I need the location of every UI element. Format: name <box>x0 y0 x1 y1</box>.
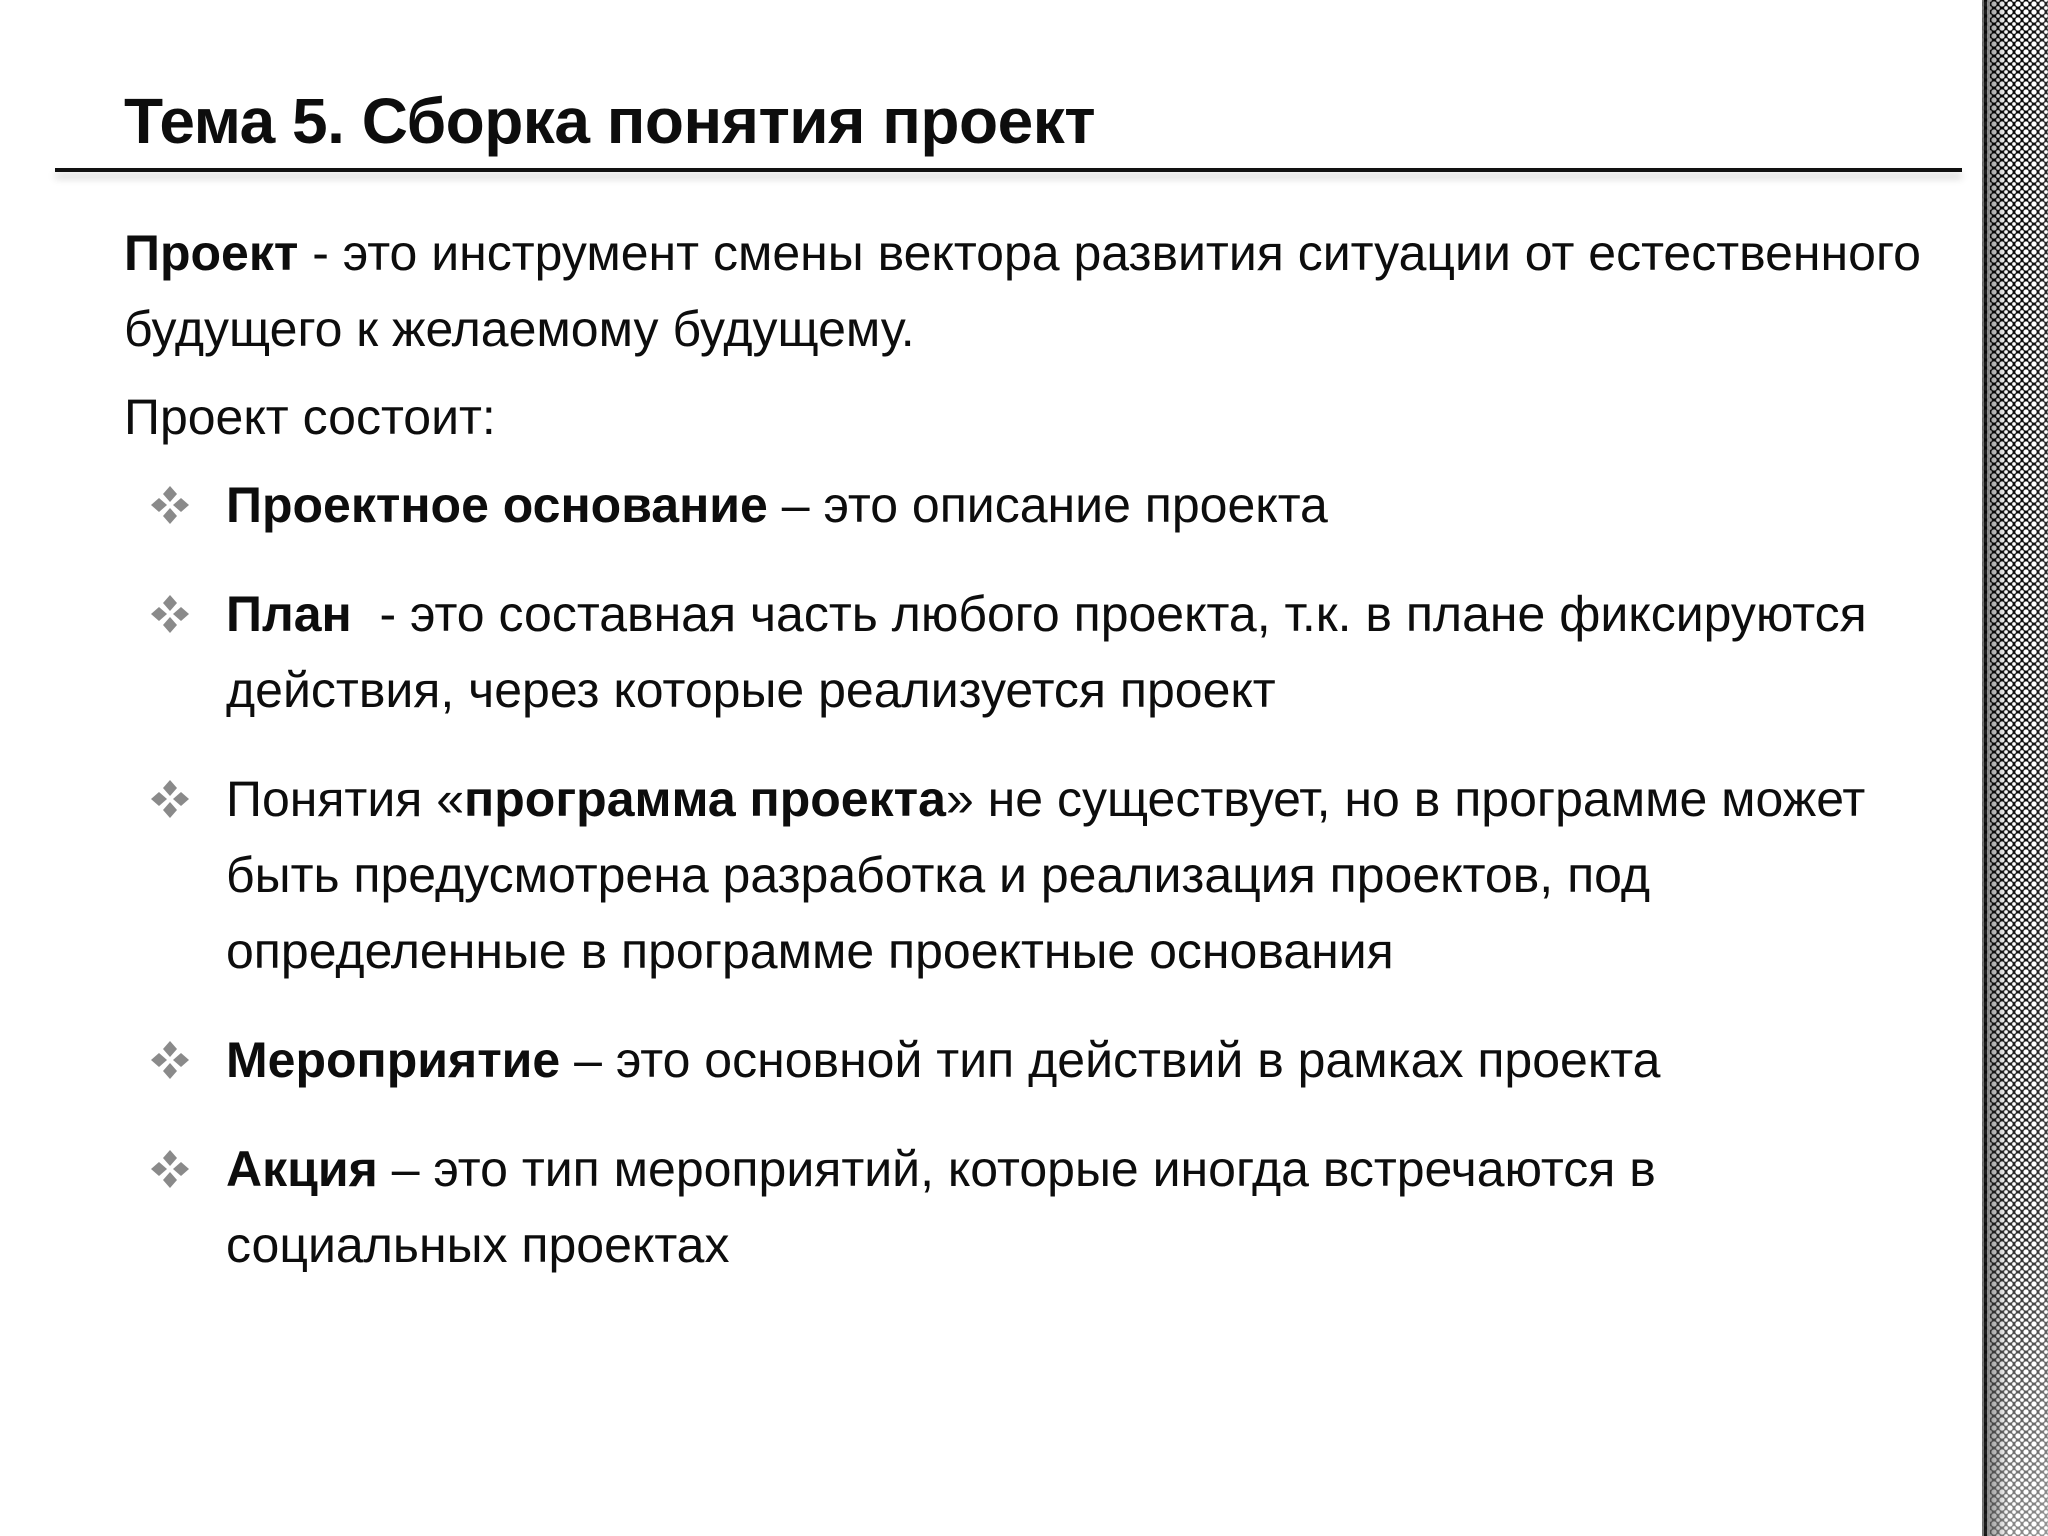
title-divider <box>55 168 1962 172</box>
definition-text: - это инструмент смены вектора развития ситуации от естественного будущего к желаемому будущему. <box>124 225 1921 357</box>
definition-paragraph <box>124 215 1924 367</box>
bullet-term: Проектное основание <box>226 477 768 533</box>
list-item <box>124 1131 1924 1283</box>
slide-title: Тема 5. Сборка понятия проект <box>124 85 1096 157</box>
slide-body <box>124 215 1924 1316</box>
bullet-term: Мероприятие <box>226 1032 561 1088</box>
bullet-list <box>124 467 1924 1283</box>
list-item <box>124 467 1924 543</box>
decorative-side-band <box>1982 0 2048 1536</box>
bullet-lead: Понятия « <box>226 771 465 827</box>
definition-term: Проект <box>124 225 299 281</box>
bullet-term: Акция <box>226 1141 378 1197</box>
bullet-text: – это основной тип действий в рамках проекта <box>560 1032 1661 1088</box>
four-diamond-bullet-icon <box>148 592 192 636</box>
list-item <box>124 761 1924 989</box>
list-item <box>124 576 1924 728</box>
bullet-text: – это тип мероприятий, которые иногда встречаются в социальных проектах <box>226 1141 1656 1273</box>
bullet-text: » не существует, но в программе может быть предусмотрена разработка и реализация проектов, под определенные в программе проектные основания <box>226 771 1866 979</box>
bullet-term: План <box>226 586 352 642</box>
intro-text: Проект состоит: <box>124 389 496 445</box>
four-diamond-bullet-icon <box>148 1038 192 1082</box>
bullet-text: - это составная часть любого проекта, т.к. в плане фиксируются действия, через которые реализуется проект <box>226 586 1881 718</box>
bullet-term: программа проекта <box>464 771 946 827</box>
four-diamond-bullet-icon <box>148 1147 192 1191</box>
four-diamond-bullet-icon <box>148 483 192 527</box>
bullet-text: – это описание проекта <box>767 477 1328 533</box>
list-item <box>124 1022 1924 1098</box>
four-diamond-bullet-icon <box>148 777 192 821</box>
